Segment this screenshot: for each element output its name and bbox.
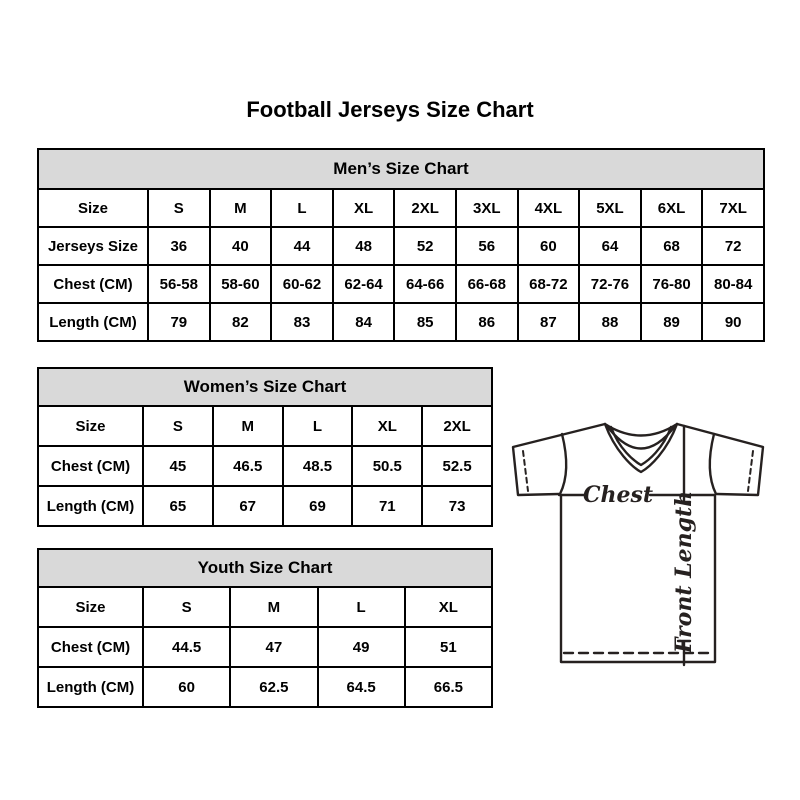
table-cell: 46.5	[213, 446, 283, 486]
table-cell: 36	[148, 227, 210, 265]
table-cell: 51	[405, 627, 492, 667]
table-cell: 66-68	[456, 265, 518, 303]
table-cell: XL	[352, 406, 422, 446]
table-cell: 72	[702, 227, 764, 265]
table-row	[38, 265, 764, 303]
row-label-cell: Size	[38, 587, 143, 627]
row-label-cell: Size	[38, 406, 143, 446]
youth-size-chart-table	[37, 548, 493, 708]
table-cell: 50.5	[352, 446, 422, 486]
table-cell: 62.5	[230, 667, 317, 707]
jersey-collar-arc-outer	[605, 424, 677, 436]
table-cell: 6XL	[641, 189, 703, 227]
table-cell: 2XL	[394, 189, 456, 227]
row-label-cell: Chest (CM)	[38, 446, 143, 486]
jersey-right-armhole-seam	[710, 434, 716, 494]
table-cell: 76-80	[641, 265, 703, 303]
table-cell: 84	[333, 303, 395, 341]
table-cell: 56	[456, 227, 518, 265]
jersey-measurement-diagram	[500, 403, 780, 683]
table-cell: 48.5	[283, 446, 353, 486]
row-label-cell: Chest (CM)	[38, 627, 143, 667]
table-row	[38, 406, 492, 446]
table-cell: 82	[210, 303, 272, 341]
table-cell: M	[213, 406, 283, 446]
row-label-cell: Chest (CM)	[38, 265, 148, 303]
table-cell: 68-72	[518, 265, 580, 303]
front-length-label: Front Length	[671, 490, 697, 654]
table-row	[38, 227, 764, 265]
table-cell: 88	[579, 303, 641, 341]
table-cell: 44.5	[143, 627, 230, 667]
row-label-cell: Jerseys Size	[38, 227, 148, 265]
table-cell: XL	[405, 587, 492, 627]
table-row	[38, 627, 492, 667]
table-cell: 7XL	[702, 189, 764, 227]
table-cell: S	[143, 587, 230, 627]
table-cell: 73	[422, 486, 492, 526]
table-row	[38, 667, 492, 707]
table-cell: 65	[143, 486, 213, 526]
youth-table-header: Youth Size Chart	[38, 549, 492, 587]
table-cell: 48	[333, 227, 395, 265]
table-cell: 44	[271, 227, 333, 265]
table-cell: 52	[394, 227, 456, 265]
table-cell: 79	[148, 303, 210, 341]
table-row	[38, 368, 492, 406]
table-cell: 5XL	[579, 189, 641, 227]
table-cell: L	[318, 587, 405, 627]
table-cell: S	[143, 406, 213, 446]
table-row	[38, 303, 764, 341]
womens-size-chart-table	[37, 367, 493, 527]
table-cell: 47	[230, 627, 317, 667]
table-cell: 49	[318, 627, 405, 667]
table-cell: 64.5	[318, 667, 405, 707]
table-cell: 71	[352, 486, 422, 526]
table-cell: 40	[210, 227, 272, 265]
table-cell: 87	[518, 303, 580, 341]
table-cell: 68	[641, 227, 703, 265]
table-cell: 60	[518, 227, 580, 265]
jersey-right-sleeve	[677, 424, 763, 495]
mens-size-chart-table	[37, 148, 765, 342]
table-cell: 90	[702, 303, 764, 341]
table-cell: 60-62	[271, 265, 333, 303]
table-cell: 56-58	[148, 265, 210, 303]
page-title: Football Jerseys Size Chart	[246, 97, 534, 122]
jersey-left-armhole-seam	[560, 434, 566, 494]
table-cell: XL	[333, 189, 395, 227]
row-label-cell: Length (CM)	[38, 486, 143, 526]
table-cell: 64	[579, 227, 641, 265]
jersey-diagram-icon	[500, 403, 780, 683]
row-label-cell: Length (CM)	[38, 667, 143, 707]
table-cell: 52.5	[422, 446, 492, 486]
mens-table-header: Men’s Size Chart	[38, 149, 764, 189]
row-label-cell: Size	[38, 189, 148, 227]
table-cell: 64-66	[394, 265, 456, 303]
table-cell: 45	[143, 446, 213, 486]
table-cell: 60	[143, 667, 230, 707]
row-label-cell: Length (CM)	[38, 303, 148, 341]
table-cell: 3XL	[456, 189, 518, 227]
table-cell: M	[230, 587, 317, 627]
table-cell: M	[210, 189, 272, 227]
jersey-right-cuff-dashed-line	[748, 451, 753, 491]
table-row	[38, 149, 764, 189]
table-row	[38, 189, 764, 227]
table-cell: 83	[271, 303, 333, 341]
table-row	[38, 587, 492, 627]
table-cell: 2XL	[422, 406, 492, 446]
table-row	[38, 549, 492, 587]
chest-label: Chest	[582, 482, 654, 508]
table-row	[38, 446, 492, 486]
table-row	[38, 486, 492, 526]
table-cell: 72-76	[579, 265, 641, 303]
table-cell: 80-84	[702, 265, 764, 303]
table-cell: 66.5	[405, 667, 492, 707]
table-cell: 67	[213, 486, 283, 526]
table-cell: 86	[456, 303, 518, 341]
womens-table-header: Women’s Size Chart	[38, 368, 492, 406]
table-cell: 89	[641, 303, 703, 341]
table-cell: 85	[394, 303, 456, 341]
table-cell: 62-64	[333, 265, 395, 303]
table-cell: 69	[283, 486, 353, 526]
table-cell: L	[271, 189, 333, 227]
table-cell: 4XL	[518, 189, 580, 227]
jersey-left-cuff-dashed-line	[523, 451, 528, 491]
table-cell: L	[283, 406, 353, 446]
table-cell: S	[148, 189, 210, 227]
table-cell: 58-60	[210, 265, 272, 303]
